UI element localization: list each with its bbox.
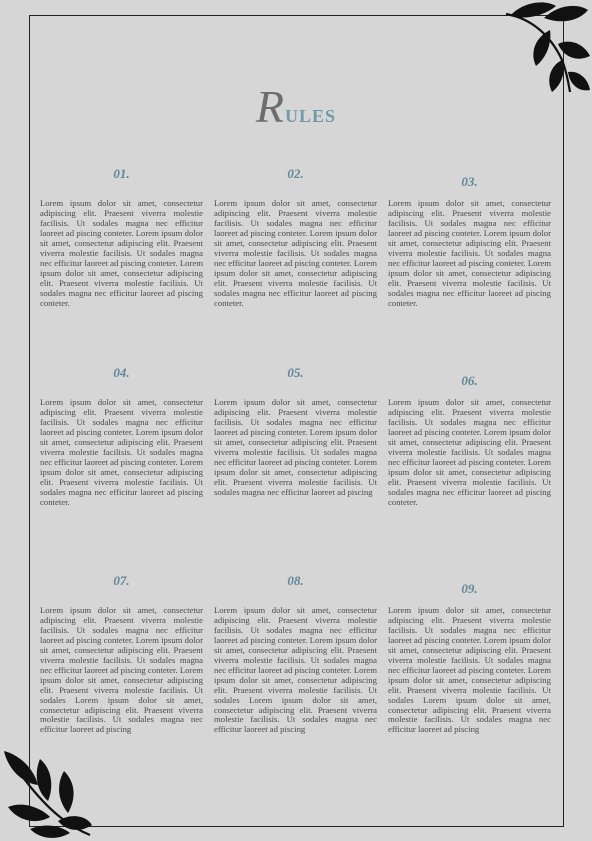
rule-number: 01. — [113, 166, 130, 181]
page-title-rest: ules — [285, 101, 337, 128]
rule-text: Lorem ipsum dolor sit amet, consectetur adipiscing elit. Praesent viverra molestie facilisis. Ut sodales magna nec efficitur laoreet ad piscing conteter. Lorem ipsum dolor sit amet, consectetur adipiscing elit. Praesent viverra molestie facilisis. Ut sodales magna nec efficitur laoreet ad piscing conteter. Lorem ipsum dolor sit amet, consectetur adipiscing elit. Praesent viverra molestie facilisis. Ut sodales magna nec efficitur laoreet ad piscing conteter. — [388, 198, 551, 308]
rule-text: Lorem ipsum dolor sit amet, consectetur adipiscing elit. Praesent viverra molestie facilisis. Ut sodales magna nec efficitur laoreet ad piscing conteter. Lorem ipsum dolor sit amet, consectetur adipiscing elit. Praesent viverra molestie facilisis. Ut sodales magna nec efficitur laoreet ad piscing conteter. Lorem ipsum dolor sit amet, consectetur adipiscing elit. Praesent viverra molestie facilisis. Ut sodales magna nec efficitur laoreet ad piscing conteter. — [214, 198, 377, 308]
rule-text: Lorem ipsum dolor sit amet, consectetur adipiscing elit. Praesent viverra molestie facilisis. Ut sodales magna nec efficitur laoreet ad piscing conteter. Lorem ipsum dolor sit amet, consectetur adipiscing elit. Praesent viverra molestie facilisis. Ut sodales magna nec efficitur laoreet ad piscing conteter. Lorem ipsum dolor sit amet, consectetur adipiscing elit. Praesent viverra molestie facilisis. Ut sodales Lorem ipsum dolor sit amet, consectetur adipiscing elit. Praesent viverra molestie facilisis. Ut sodales magna nec efficitur laoreet ad piscing — [40, 605, 203, 735]
rule-number: 09. — [461, 581, 478, 596]
rule-number: 03. — [461, 174, 478, 189]
rule-item — [40, 166, 203, 308]
rule-item — [40, 365, 203, 507]
page-title-initial: R — [255, 81, 286, 132]
rule-item — [214, 166, 377, 308]
rule-item — [214, 365, 377, 497]
leaf-branch-icon — [0, 745, 95, 841]
rule-number: 05. — [287, 365, 304, 380]
page-title — [0, 81, 592, 132]
rule-number: 06. — [461, 373, 478, 388]
rule-item — [388, 373, 551, 507]
rule-text: Lorem ipsum dolor sit amet, consectetur adipiscing elit. Praesent viverra molestie facilisis. Ut sodales magna nec efficitur laoreet ad piscing conteter. Lorem ipsum dolor sit amet, consectetur adipiscing elit. Praesent viverra molestie facilisis. Ut sodales magna nec efficitur laoreet ad piscing conteter. Lorem ipsum dolor sit amet, consectetur adipiscing elit. Praesent viverra molestie facilisis. Ut sodales magna nec efficitur laoreet ad piscing conteter. — [388, 397, 551, 507]
rule-item — [40, 573, 203, 735]
rule-number: 04. — [113, 365, 130, 380]
rule-text: Lorem ipsum dolor sit amet, consectetur adipiscing elit. Praesent viverra molestie facilisis. Ut sodales magna nec efficitur laoreet ad piscing conteter. Lorem ipsum dolor sit amet, consectetur adipiscing elit. Praesent viverra molestie facilisis. Ut sodales magna nec efficitur laoreet ad piscing conteter. Lorem ipsum dolor sit amet, consectetur adipiscing elit. Praesent viverra molestie facilisis. Ut sodales Lorem ipsum dolor sit amet, consectetur adipiscing elit. Praesent viverra molestie facilisis. Ut sodales magna nec efficitur laoreet ad piscing — [214, 605, 377, 735]
rule-number: 07. — [113, 573, 130, 588]
rule-text: Lorem ipsum dolor sit amet, consectetur adipiscing elit. Praesent viverra molestie facilisis. Ut sodales magna nec efficitur laoreet ad piscing conteter. Lorem ipsum dolor sit amet, consectetur adipiscing elit. Praesent viverra molestie facilisis. Ut sodales magna nec efficitur laoreet ad piscing conteter. Lorem ipsum dolor sit amet, consectetur adipiscing elit. Praesent viverra molestie facilisis. Ut sodales magna nec efficitur laoreet ad piscing — [214, 397, 377, 497]
rule-text: Lorem ipsum dolor sit amet, consectetur adipiscing elit. Praesent viverra molestie facilisis. Ut sodales magna nec efficitur laoreet ad piscing conteter. Lorem ipsum dolor sit amet, consectetur adipiscing elit. Praesent viverra molestie facilisis. Ut sodales magna nec efficitur laoreet ad piscing conteter. Lorem ipsum dolor sit amet, consectetur adipiscing elit. Praesent viverra molestie facilisis. Ut sodales Lorem ipsum dolor sit amet, consectetur adipiscing elit. Praesent viverra molestie facilisis. Ut sodales magna nec efficitur laoreet ad piscing — [388, 605, 551, 735]
rule-item — [388, 174, 551, 308]
rule-item — [388, 581, 551, 735]
rule-number: 02. — [287, 166, 304, 181]
rule-number: 08. — [287, 573, 304, 588]
rule-text: Lorem ipsum dolor sit amet, consectetur adipiscing elit. Praesent viverra molestie facilisis. Ut sodales magna nec efficitur laoreet ad piscing conteter. Lorem ipsum dolor sit amet, consectetur adipiscing elit. Praesent viverra molestie facilisis. Ut sodales magna nec efficitur laoreet ad piscing conteter. Lorem ipsum dolor sit amet, consectetur adipiscing elit. Praesent viverra molestie facilisis. Ut sodales magna nec efficitur laoreet ad piscing conteter. — [40, 198, 203, 308]
rule-item — [214, 573, 377, 735]
leaf-branch-icon — [500, 0, 592, 95]
rule-text: Lorem ipsum dolor sit amet, consectetur adipiscing elit. Praesent viverra molestie facilisis. Ut sodales magna nec efficitur laoreet ad piscing conteter. Lorem ipsum dolor sit amet, consectetur adipiscing elit. Praesent viverra molestie facilisis. Ut sodales magna nec efficitur laoreet ad piscing conteter. Lorem ipsum dolor sit amet, consectetur adipiscing elit. Praesent viverra molestie facilisis. Ut sodales magna nec efficitur laoreet ad piscing conteter. — [40, 397, 203, 507]
